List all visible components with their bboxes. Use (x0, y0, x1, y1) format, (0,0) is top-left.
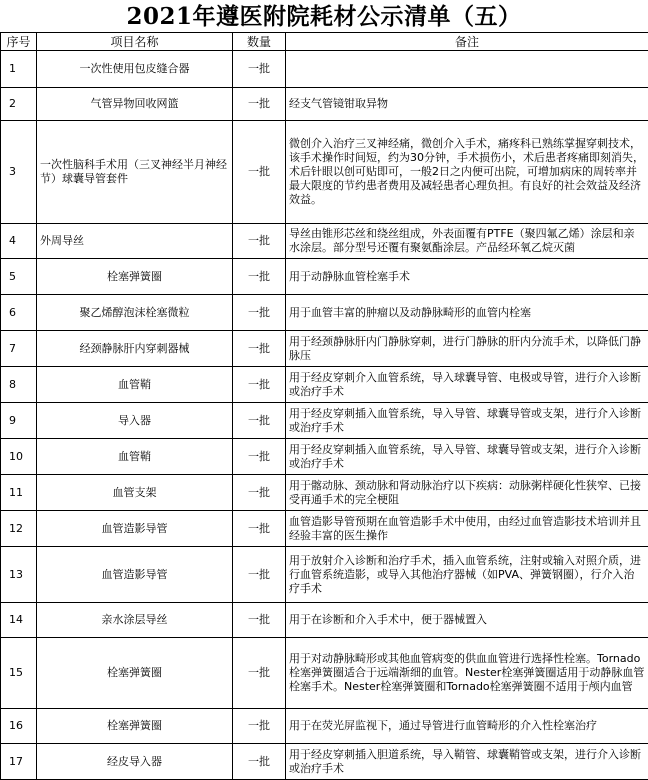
cell-no: 17 (1, 744, 37, 780)
cell-qty: 一批 (233, 511, 286, 547)
cell-qty: 一批 (233, 439, 286, 475)
cell-qty: 一批 (233, 259, 286, 295)
cell-qty: 一批 (233, 51, 286, 88)
cell-name: 血管鞘 (37, 367, 233, 403)
cell-no: 12 (1, 511, 37, 547)
table-row (1, 259, 648, 295)
header-name: 项目名称 (37, 33, 233, 51)
cell-name: 血管鞘 (37, 439, 233, 475)
cell-no: 16 (1, 709, 37, 744)
cell-qty: 一批 (233, 638, 286, 709)
cell-note: 微创介入治疗三叉神经痛，微创介入手术，痛疼科已熟练掌握穿刺技术，该手术操作时间短，约为30分钟，手术损伤小，术后患者疼痛即刻消失，术后针眼以创可贴即可，一般2日之内便可出院，可增加病床的周转率并最大限度的节约患者费用及减轻患者心理负担。有良好的社会效益及经济效益。 (286, 121, 648, 224)
cell-name: 气管异物回收网篮 (37, 88, 233, 121)
cell-qty: 一批 (233, 744, 286, 780)
cell-note: 用于在诊断和介入手术中，便于器械置入 (286, 603, 648, 638)
cell-qty: 一批 (233, 331, 286, 367)
header-note: 备注 (286, 33, 648, 51)
cell-no: 8 (1, 367, 37, 403)
cell-note: 用于对动静脉畸形或其他血管病变的供血血管进行选择性栓塞。Tornado栓塞弹簧圈适合于远端渐细的血管。Nester栓塞弹簧圈适用于动静脉血管栓塞手术。Nester栓塞弹簧圈和Tornado栓塞弹簧圈不适用于颅内血管 (286, 638, 648, 709)
table-row (1, 331, 648, 367)
cell-note: 经支气管镜钳取异物 (286, 88, 648, 121)
cell-qty: 一批 (233, 403, 286, 439)
cell-no: 9 (1, 403, 37, 439)
header-no: 序号 (1, 33, 37, 51)
cell-note: 用于经皮穿刺插入胆道系统，导入鞘管、球囊鞘管或支架，进行介入诊断或治疗手术 (286, 744, 648, 780)
cell-qty: 一批 (233, 547, 286, 603)
cell-no: 3 (1, 121, 37, 224)
cell-qty: 一批 (233, 295, 286, 331)
cell-name: 聚乙烯醇泡沫栓塞微粒 (37, 295, 233, 331)
table-row (1, 403, 648, 439)
cell-note (286, 51, 648, 88)
header-qty: 数量 (233, 33, 286, 51)
cell-note: 用于经皮穿刺介入血管系统，导入球囊导管、电极或导管，进行介入诊断或治疗手术 (286, 367, 648, 403)
cell-no: 14 (1, 603, 37, 638)
cell-qty: 一批 (233, 88, 286, 121)
cell-note: 用于血管丰富的肿瘤以及动静脉畸形的血管内栓塞 (286, 295, 648, 331)
cell-note: 用于髂动脉、颈动脉和肾动脉治疗以下疾病：动脉粥样硬化性狭窄、已接受再通手术的完全梗阻 (286, 475, 648, 511)
cell-note: 用于经皮穿刺插入血管系统，导入导管、球囊导管或支架，进行介入诊断或治疗手术 (286, 439, 648, 475)
table-row (1, 88, 648, 121)
cell-no: 2 (1, 88, 37, 121)
cell-no: 13 (1, 547, 37, 603)
cell-name: 血管造影导管 (37, 547, 233, 603)
cell-name: 栓塞弹簧圈 (37, 709, 233, 744)
cell-note: 用于动静脉血管栓塞手术 (286, 259, 648, 295)
cell-no: 4 (1, 224, 37, 259)
cell-name: 经皮导入器 (37, 744, 233, 780)
cell-name: 栓塞弹簧圈 (37, 638, 233, 709)
cell-name: 导入器 (37, 403, 233, 439)
cell-qty: 一批 (233, 709, 286, 744)
table-row (1, 511, 648, 547)
cell-name: 一次性使用包皮缝合器 (37, 51, 233, 88)
table-row (1, 367, 648, 403)
table-row (1, 439, 648, 475)
table-row (1, 475, 648, 511)
page-title: 2021年遵医附院耗材公示清单（五） (0, 0, 648, 32)
cell-qty: 一批 (233, 121, 286, 224)
cell-name: 血管支架 (37, 475, 233, 511)
cell-qty: 一批 (233, 475, 286, 511)
table-row (1, 121, 648, 224)
cell-no: 1 (1, 51, 37, 88)
cell-note: 用于放射介入诊断和治疗手术，插入血管系统，注射或输入对照介质，进行血管系统造影，或导入其他治疗器械（如PVA、弹簧钢圈），行介入治疗手术 (286, 547, 648, 603)
cell-name: 经颈静脉肝内穿刺器械 (37, 331, 233, 367)
cell-note: 用于在荧光屏监视下，通过导管进行血管畸形的介入性栓塞治疗 (286, 709, 648, 744)
table-row (1, 603, 648, 638)
table-row (1, 295, 648, 331)
table-header-row (1, 33, 648, 51)
cell-no: 6 (1, 295, 37, 331)
table-row (1, 744, 648, 780)
table-row (1, 638, 648, 709)
cell-name: 一次性脑科手术用（三叉神经半月神经节）球囊导管套件 (37, 121, 233, 224)
cell-name: 亲水涂层导丝 (37, 603, 233, 638)
cell-note: 血管造影导管预期在血管造影手术中使用，由经过血管造影技术培训并且经验丰富的医生操作 (286, 511, 648, 547)
cell-name: 栓塞弹簧圈 (37, 259, 233, 295)
cell-note: 导丝由锥形芯丝和绕丝组成，外表面覆有PTFE（聚四氟乙烯）涂层和亲水涂层。部分型号还覆有聚氨酯涂层。产品经环氧乙烷灭菌 (289, 227, 645, 255)
cell-name: 血管造影导管 (37, 511, 233, 547)
table-row (1, 224, 648, 259)
table-row (1, 547, 648, 603)
cell-name: 外周导丝 (37, 224, 233, 259)
cell-no: 10 (1, 439, 37, 475)
cell-qty: 一批 (233, 224, 286, 259)
cell-note-wrap (286, 224, 648, 259)
table-row (1, 709, 648, 744)
cell-note: 用于经皮穿刺插入血管系统，导入导管、球囊导管或支架，进行介入诊断或治疗手术 (286, 403, 648, 439)
table-row (1, 51, 648, 88)
cell-qty: 一批 (233, 603, 286, 638)
cell-no: 5 (1, 259, 37, 295)
cell-note: 用于经颈静脉肝内门静脉穿刺，进行门静脉的肝内分流手术，以降低门静脉压 (286, 331, 648, 367)
cell-no: 11 (1, 475, 37, 511)
cell-qty: 一批 (233, 367, 286, 403)
cell-no: 7 (1, 331, 37, 367)
cell-no: 15 (1, 638, 37, 709)
consumables-table (0, 32, 648, 780)
